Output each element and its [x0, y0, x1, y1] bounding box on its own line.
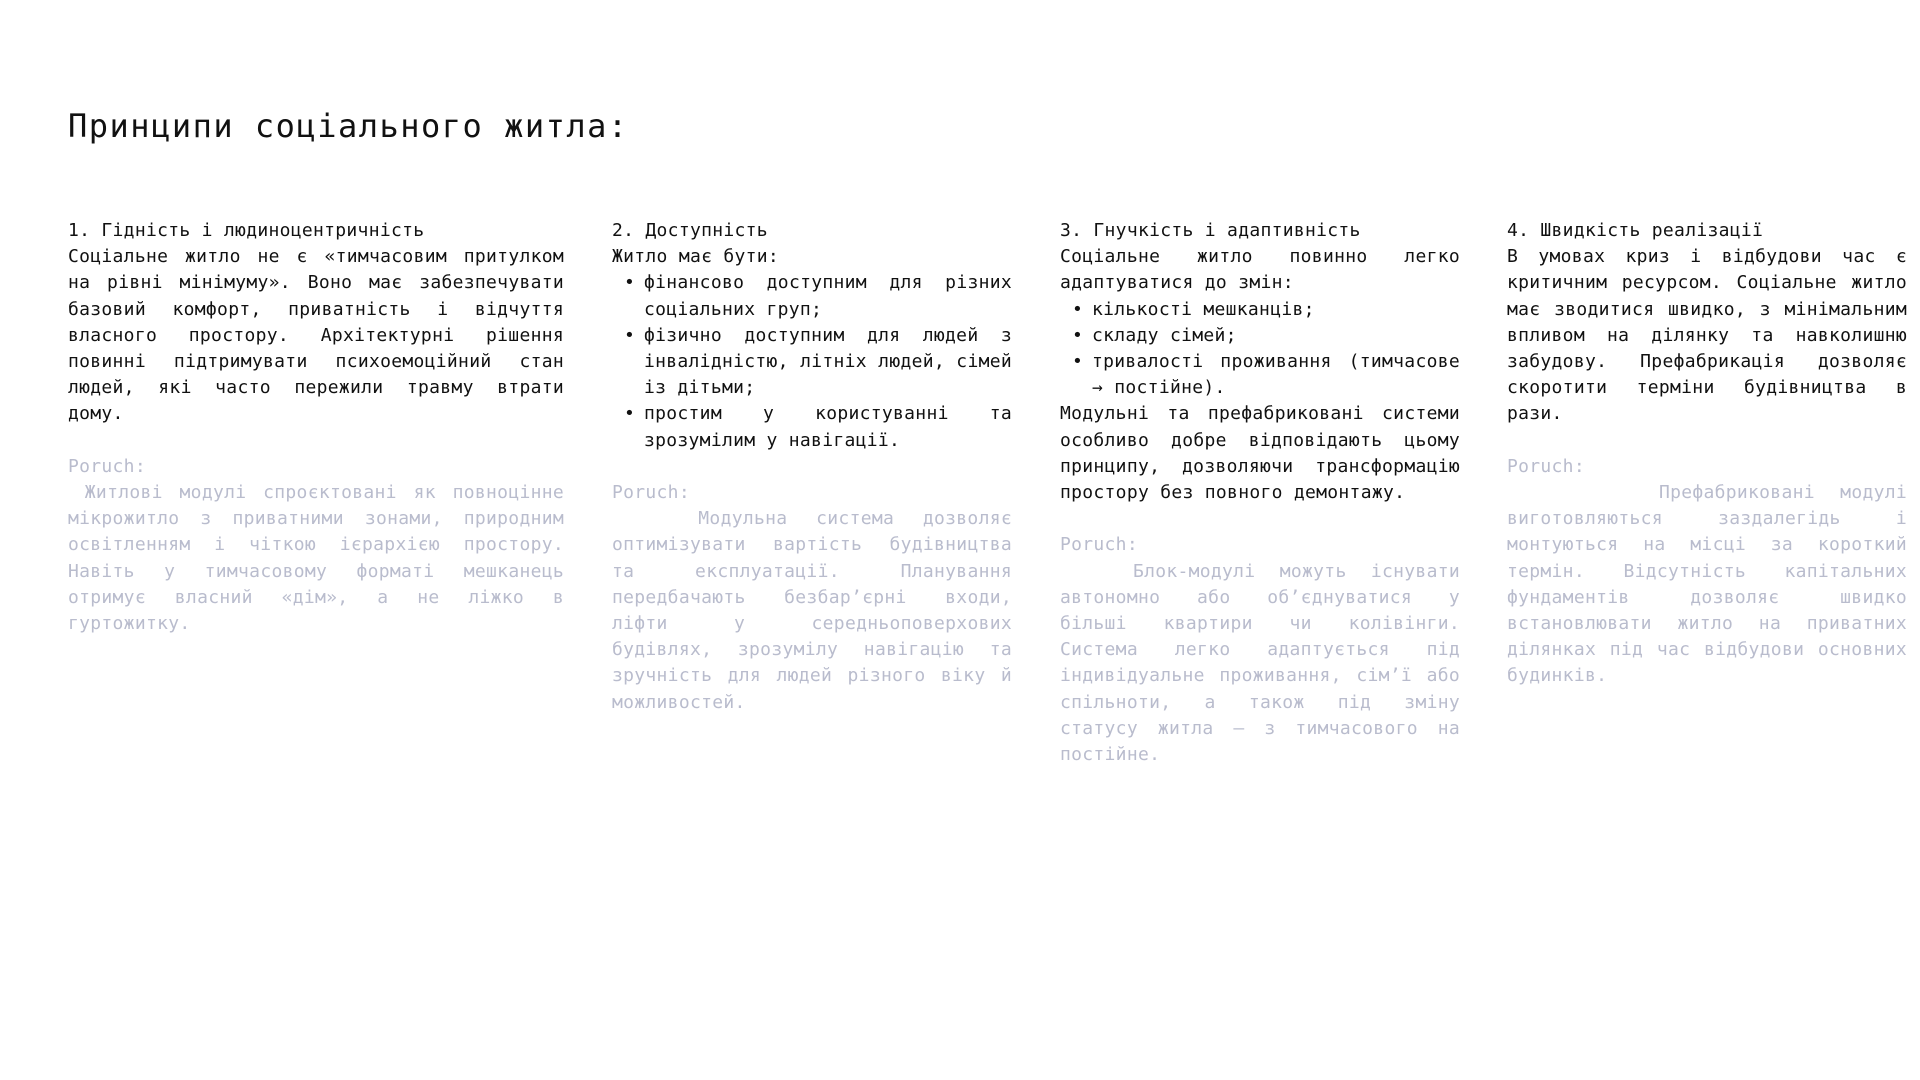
- principle-flexibility: [1060, 218, 1472, 768]
- principle-body: Модульні та префабриковані системи особливо добре відповідають цьому принципу, дозволяючи трансформацію простору без повного демонтажу.: [1060, 403, 1460, 504]
- principle-dignity: [68, 218, 576, 637]
- poruch-text: Житлові модулі спроєктовані як повноцінне мікрожитло з приватними зонами, природним освітленням і чіткою ієрархією простору. Навіть у тимчасовому форматі мешканець отримує власний «дім», а не ліжко в гуртожитку.: [68, 482, 576, 635]
- poruch-label: Poruch:: [612, 482, 690, 504]
- list-item: • кількості мешканців;: [1060, 297, 1460, 323]
- principle-heading: 3. Гнучкість і адаптивність: [1060, 220, 1361, 241]
- page-title: Принципи соціального житла:: [68, 107, 629, 145]
- poruch-text: Префабриковані модулі виготовляються заздалегідь і монтуються на місці за короткий термін. Відсутність капітальних фундаментів дозволяє швидко встановлювати житло на приватних ділянках під час відбудови основних будинків.: [1507, 482, 1919, 687]
- bullet-list: [612, 270, 1012, 453]
- principle-heading: 2. Доступність: [612, 220, 768, 241]
- list-item: • фізично доступним для людей з інвалідністю, літніх людей, сімей із дітьми;: [612, 323, 1012, 402]
- principle-accessibility: [612, 218, 1024, 716]
- poruch-label: Poruch:: [1060, 534, 1138, 556]
- poruch-label: Poruch:: [68, 455, 146, 477]
- principle-intro: Соціальне житло повинно легко адаптуватися до змін:: [1060, 246, 1460, 294]
- bullet-list: [1060, 297, 1460, 402]
- principle-speed: [1507, 218, 1919, 690]
- list-item: • тривалості проживання (тимчасове → постійне).: [1060, 349, 1460, 401]
- list-item: • простим у користуванні та зрозумілим у навігації.: [612, 401, 1012, 453]
- poruch-text: Блок-модулі можуть існувати автономно або об’єднуватися у більші квартири чи колівінги. Система легко адаптується під індивідуальне проживання, сім’ї або спільноти, а також під зміну статусу житла — з тимчасового на постійне.: [1060, 560, 1472, 766]
- principle-body: В умовах криз і відбудови час є критичним ресурсом. Соціальне житло має зводитися швидко, з мінімальним впливом на ділянку та навколишню забудову. Префабрикація дозволяє скоротити терміни будівництва в рази.: [1507, 246, 1907, 425]
- list-item: • складу сімей;: [1060, 323, 1460, 349]
- poruch-label: Poruch:: [1507, 455, 1585, 477]
- principle-body: Соціальне житло не є «тимчасовим притулком на рівні мінімуму». Воно має забезпечувати базовий комфорт, приватність і відчуття власного простору. Архітектурні рішення повинні підтримувати психоемоційний стан людей, які часто пережили травму втрати дому.: [68, 246, 564, 425]
- principle-heading: 4. Швидкість реалізації: [1507, 220, 1764, 241]
- poruch-text: Модульна система дозволяє оптимізувати вартість будівництва та експлуатації. Планування передбачають безбар’єрні входи, ліфти у середньоповерхових будівлях, зрозумілу навігацію та зручність для людей різного віку й можливостей.: [612, 508, 1024, 713]
- principle-heading: 1. Гідність і людиноцентричність: [68, 220, 425, 241]
- list-item: • фінансово доступним для різних соціальних груп;: [612, 270, 1012, 322]
- principle-intro: Житло має бути:: [612, 246, 780, 268]
